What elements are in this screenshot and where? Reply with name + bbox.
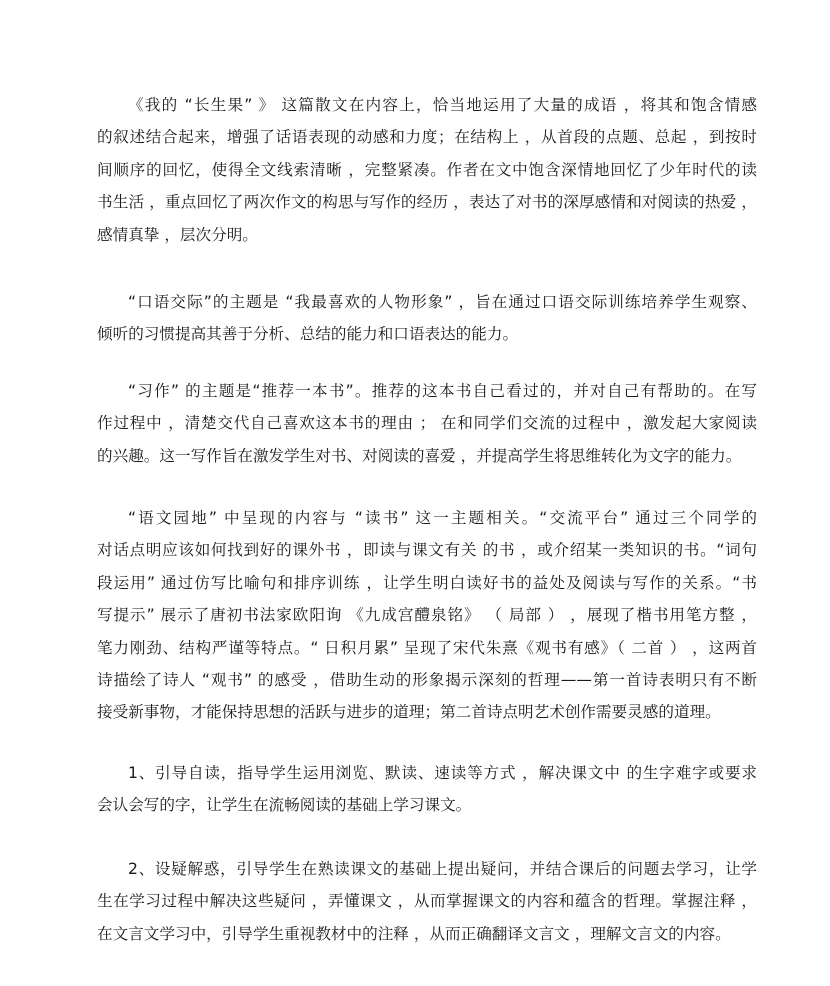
text-line: 的叙述结合起来，增强了话语表现的动感和力度；在结构上 ，从首段的点题、总起 ，到按时	[97, 128, 757, 147]
text-line: 1、引导自读，指导学生运用浏览、默读、速读等方式 ，解决课文中 的生字难字或要求	[128, 764, 757, 782]
text-line: “习作” 的主题是“推荐一本书”。推荐的这本书自己看过的，并对自己有帮助的。在写	[128, 382, 757, 400]
text-line: 诗描绘了诗人 “观书” 的感受 ，借助生动的形象揭示深刻的哲理——第一首诗表明只有不断	[97, 670, 757, 689]
text-line: 对话点明应该如何找到好的课外书 ，即读与课文有关 的书 ，或介绍某一类知识的书。“词句	[97, 541, 757, 560]
text-line: 感情真挚 ，层次分明。	[97, 225, 258, 244]
text-line: “口语交际”的主题是 “我最喜欢的人物形象” ，旨在通过口语交际训练培养学生观察、	[128, 293, 757, 311]
paragraph-writing-task	[97, 375, 757, 472]
paragraph-question-resolution	[97, 853, 757, 950]
text-line: 间顺序的回忆，使得全文线索清晰 ，完整紧凑。作者在文中饱含深情地回忆了少年时代的读	[97, 160, 757, 179]
text-line: 接受新事物，才能保持思想的活跃与进步的道理；第二首诗点明艺术创作需要灵感的道理。	[97, 703, 721, 722]
text-line: 段运用” 通过仿写比喻句和排序训练 ，让学生明白读好书的益处及阅读与写作的关系。“书	[97, 573, 757, 592]
text-line: 倾听的习惯提高其善于分析、总结的能力和口语表达的能力。	[97, 325, 519, 344]
text-line: 在文言文学习中，引导学生重视教材中的注释 ，从而正确翻译文言文 ，理解文言文的内容。	[97, 924, 731, 943]
text-line: 的兴趣。这一写作旨在激发学生对书、对阅读的喜爱 ，并提高学生将思维转化为文字的能力。	[97, 446, 742, 465]
text-line: 2、设疑解惑，引导学生在熟读课文的基础上提出疑问，并结合课后的问题去学习，让学	[128, 860, 757, 878]
paragraph-oral-communication	[97, 286, 757, 351]
text-line: 写提示” 展示了唐初书法家欧阳询 《九成宫醴泉铭》 （ 局部 ） ，展现了楷书用笔方整 ，	[97, 606, 757, 625]
text-line: 《我的 “长生果” 》 这篇散文在内容上，恰当地运用了大量的成语 ，将其和饱含情感	[128, 96, 757, 114]
text-line: 会认会写的字，让学生在流畅阅读的基础上学习课文。	[97, 796, 472, 815]
paragraph-language-garden	[97, 502, 757, 729]
text-line: 书生活 ，重点回忆了两次作文的构思与写作的经历 ，表达了对书的深厚感情和对阅读的热爱 ，	[97, 193, 757, 212]
text-line: 作过程中 ，清楚交代自己喜欢这本书的理由 ； 在和同学们交流的过程中 ，激发起大家阅读	[97, 414, 757, 433]
text-line: 笔力刚劲、结构严谨等特点。“ 日积月累” 呈现了宋代朱熹《观书有感》（ 二首 ） ，这两首	[97, 638, 757, 657]
text-line: 生在学习过程中解决这些疑问 ，弄懂课文 ，从而掌握课文的内容和蕴含的哲理。掌握注释 ，	[97, 892, 757, 911]
text-line: “语文园地” 中呈现的内容与 “读书” 这一主题相关。“交流平台” 通过三个同学的	[128, 509, 757, 527]
paragraph-essay-analysis	[97, 89, 757, 251]
paragraph-guided-reading	[97, 757, 757, 822]
